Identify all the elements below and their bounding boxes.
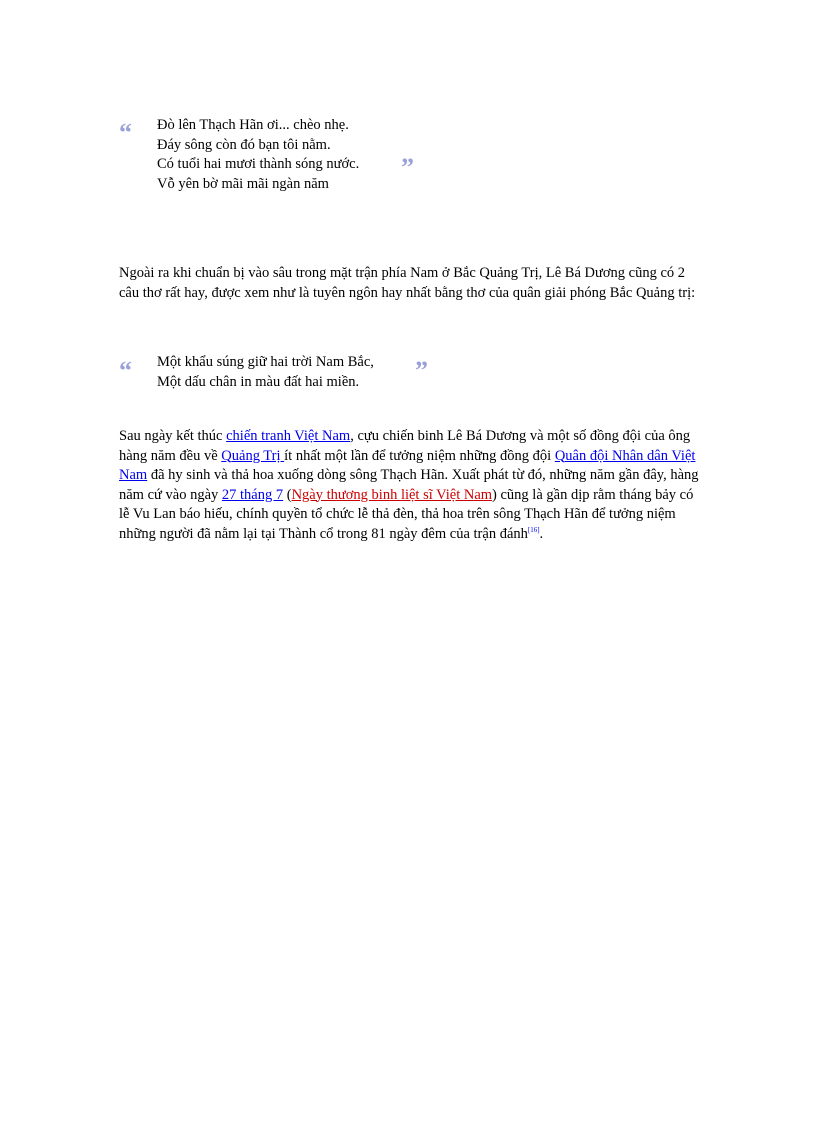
close-quote-mark: ” bbox=[401, 153, 414, 182]
open-quote-mark: “ bbox=[119, 356, 132, 385]
text-run: đã hy sinh và thả hoa xuống dòng sông Thạch Hãn. Xuất phát từ đó, những năm gần đây, hàng năm cứ vào ngày bbox=[119, 467, 699, 503]
link-27-thang-7[interactable]: 27 tháng 7 bbox=[221, 486, 284, 503]
link-ngay-thuong-binh-liet-si[interactable]: Ngày thương binh liệt sĩ Việt Nam bbox=[291, 486, 493, 503]
poem-line: Đáy sông còn đó bạn tôi nằm. bbox=[157, 136, 331, 153]
text-run: . bbox=[539, 525, 544, 542]
poem-line: Có tuổi hai mươi thành sóng nước. bbox=[157, 156, 360, 172]
text-run: ( bbox=[283, 486, 292, 503]
text-run: Sau ngày kết thúc bbox=[119, 428, 227, 444]
poem-block-1 bbox=[157, 116, 359, 194]
poem-line: Một dấu chân in màu đất hai miền. bbox=[157, 373, 360, 390]
link-chien-tranh-viet-nam[interactable]: chiến tranh Việt Nam bbox=[226, 428, 351, 444]
poem-line: Một khẩu súng giữ hai trời Nam Bắc, bbox=[157, 354, 374, 370]
link-quang-tri[interactable]: Quảng Trị bbox=[221, 447, 285, 464]
paragraph-memorial bbox=[119, 427, 699, 544]
footnote-ref[interactable]: [16] bbox=[527, 525, 540, 534]
poem-block-2 bbox=[157, 353, 374, 392]
poem-line: Đò lên Thạch Hãn ơi... chèo nhẹ. bbox=[157, 117, 349, 133]
text-run: ít nhất một lần để tưởng niệm những đồng đội bbox=[284, 447, 555, 464]
poem-line: Vỗ yên bờ mãi mãi ngàn năm bbox=[157, 175, 329, 192]
link-quan-doi-nhan-dan[interactable]: Quân đội Nhân dân Việt Nam bbox=[119, 447, 696, 483]
text-run: , cựu chiến binh Lê Bá Dương và một số đồng đội của ông hàng năm đều về bbox=[119, 428, 691, 464]
text-run: ) cũng là gần dịp rằm tháng bảy có lễ Vu Lan báo hiếu, chính quyền tổ chức lễ thả đèn, thả hoa trên sông Thạch Hãn để tưởng niệm những người đã nằm lại tại Thành cổ trong 81 ngày đêm của trận đánh bbox=[119, 486, 694, 542]
close-quote-mark: ” bbox=[415, 356, 428, 385]
open-quote-mark: “ bbox=[119, 118, 132, 147]
paragraph-intro-poem: Ngoài ra khi chuẩn bị vào sâu trong mặt trận phía Nam ở Bắc Quảng Trị, Lê Bá Dương cũng có 2 câu thơ rất hay, được xem như là tuyên ngôn hay nhất bằng thơ của quân giải phóng Bắc Quảng trị: bbox=[119, 265, 696, 301]
